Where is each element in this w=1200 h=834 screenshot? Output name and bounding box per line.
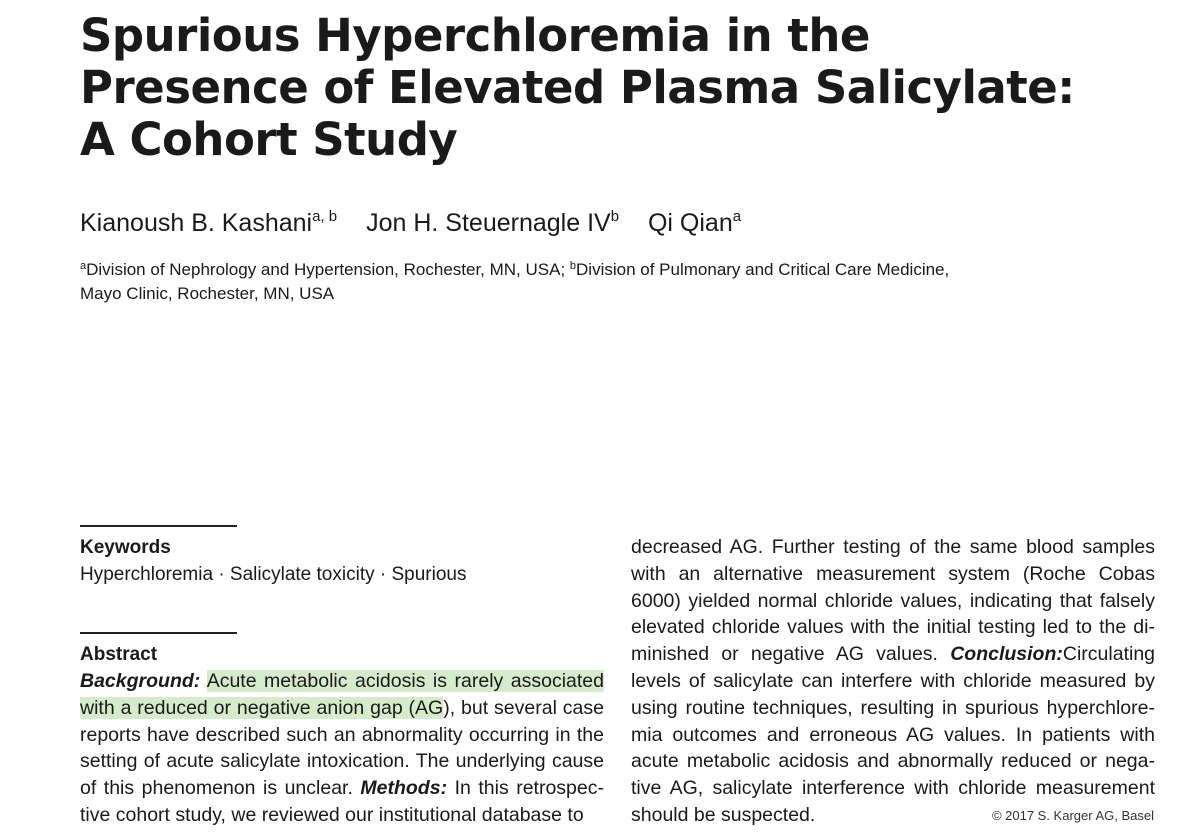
author	[648, 209, 741, 237]
title-line: Spurious Hyperchloremia in the	[80, 9, 870, 62]
highlighted-text[interactable]: Acute metabolic acidosis is rarely associated with a reduced or negative anion gap (AG	[80, 670, 604, 719]
author-affil-mark: b	[610, 208, 620, 225]
affiliations	[80, 258, 1080, 306]
methods-label: Methods:	[360, 777, 448, 800]
abstract-heading: Abstract	[80, 644, 158, 665]
author	[366, 209, 619, 237]
author	[80, 209, 337, 237]
methods-continuation: decreased AG. Further testing of the same blood samples with an alternative measurement system (Roche Cobas 6000) yielded normal chloride values, indicating that falsely elevated chloride values with the initial testing led to the diminished or negative AG values.	[631, 536, 1155, 666]
keywords-list: Hyperchloremia · Salicylate toxicity · Spurious	[80, 564, 467, 585]
affil-mark-b: b	[569, 260, 577, 272]
background-label: Background:	[80, 670, 201, 692]
methods-text: In this retrospective cohort study, we reviewed our institutional database to	[80, 777, 604, 826]
affil-text-a: Division of Nephrology and Hypertension, Rochester, MN, USA;	[86, 260, 570, 279]
copyright-notice: © 2017 S. Karger AG, Basel	[991, 808, 1154, 823]
author-name: Qi Qian	[647, 209, 733, 237]
author-name: Kianoush B. Kashani	[80, 209, 313, 237]
affiliation-line	[80, 258, 1080, 282]
author-affil-mark: a	[732, 208, 742, 225]
title-line: A Cohort Study	[80, 113, 458, 166]
affil-text-b: Division of Pulmonary and Critical Care Medicine,	[576, 260, 950, 279]
abstract-column-left	[80, 668, 604, 829]
abstract-column-right	[631, 534, 1155, 829]
conclusion-text: Circulating levels of salicylate can interfere with chloride measured by using routine techniques, resulting in spurious hyperchloremia outcomes and erroneous AG values. In patients with acute metabolic acidosis and abnormally reduced or negative AG, salicylate interference with chloride measurement should be suspected.	[631, 643, 1156, 826]
article-title	[80, 10, 1140, 166]
author-name: Jon H. Steuernagle IV	[366, 209, 611, 237]
keywords-divider	[80, 525, 237, 527]
author-list	[80, 206, 763, 240]
author-affil-mark: a, b	[312, 208, 338, 225]
affil-mark-a: a	[80, 260, 87, 272]
background-text: ), but several case reports have described such an abnormality occurring in the setting of acute salicylate intoxication. The underlying cause of this phenomenon is unclear.	[80, 696, 604, 800]
abstract-divider	[80, 632, 237, 634]
conclusion-label: Conclusion:	[950, 643, 1063, 666]
affiliation-line-2: Mayo Clinic, Rochester, MN, USA	[80, 284, 335, 303]
title-line: Presence of Elevated Plasma Salicylate:	[80, 61, 1075, 114]
keywords-heading: Keywords	[80, 537, 171, 558]
